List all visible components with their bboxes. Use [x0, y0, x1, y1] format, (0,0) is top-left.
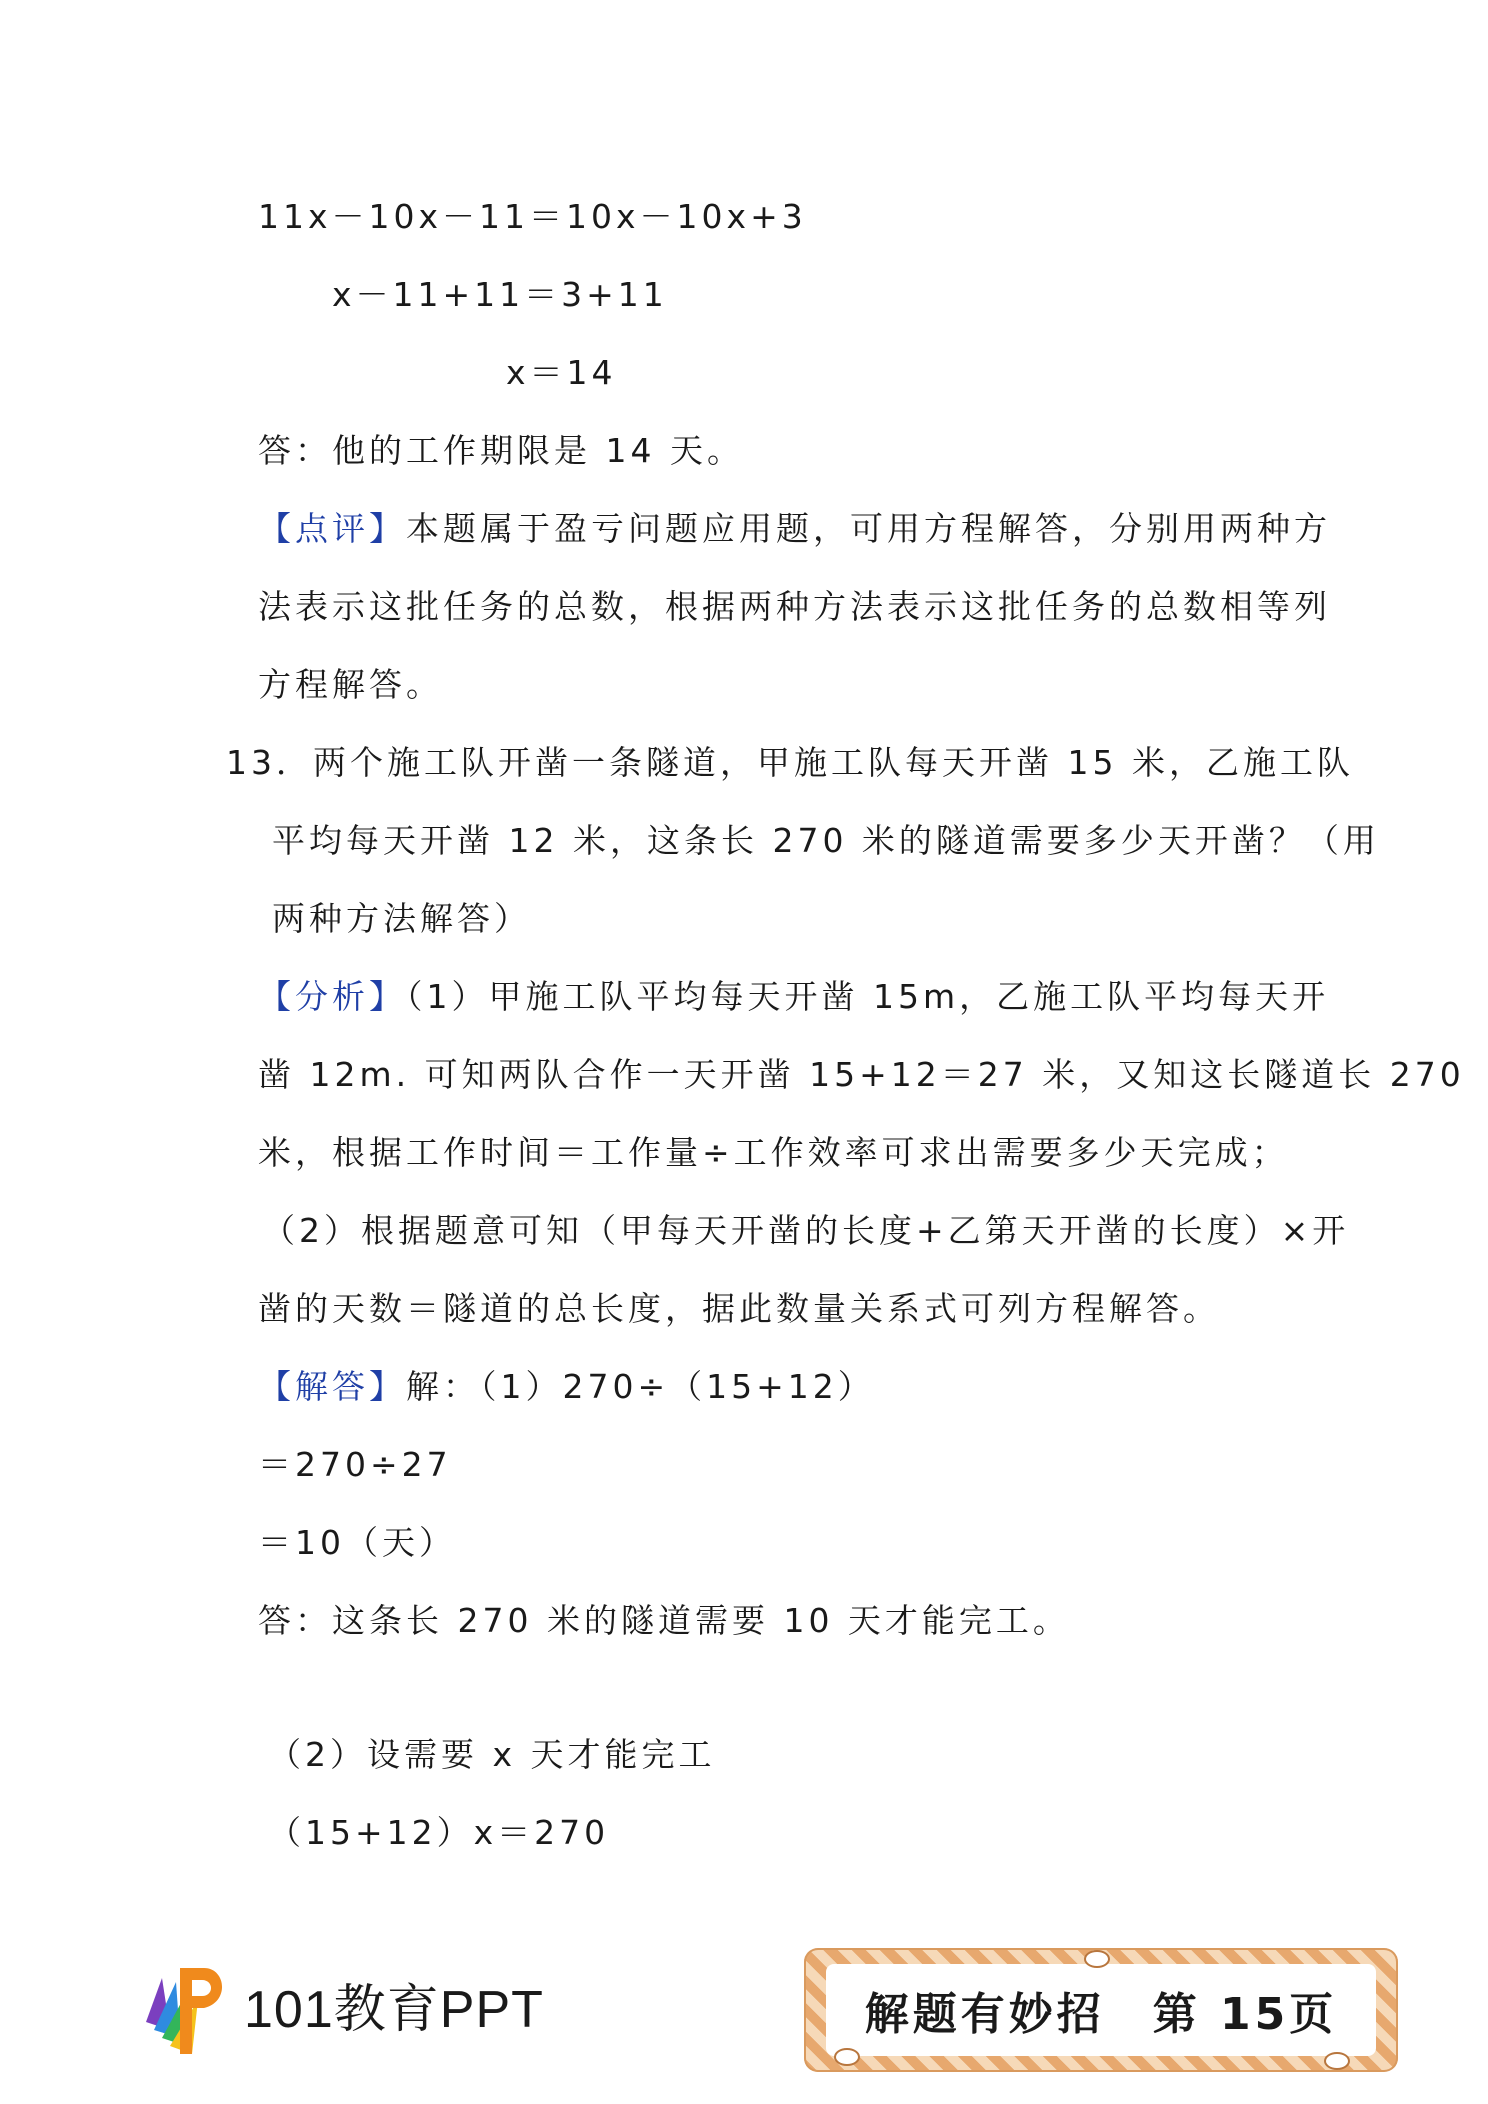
analysis-line-2: 凿 12m. 可知两队合作一天开凿 15+12＝27 米，又知这长隧道长 270 [258, 1055, 1465, 1094]
question-13-line-2: 平均每天开凿 12 米，这条长 270 米的隧道需要多少天开凿？（用 [272, 821, 1380, 860]
solution-line-2: ＝270÷27 [258, 1445, 452, 1484]
analysis-line-5: 凿的天数＝隧道的总长度，据此数量关系式可列方程解答。 [258, 1289, 1220, 1328]
analysis-line-3: 米，根据工作时间＝工作量÷工作效率可求出需要多少天完成； [258, 1133, 1289, 1172]
answer-line: 答：他的工作期限是 14 天。 [258, 431, 744, 470]
solution-text-1: 解：（1）270÷（15+12） [406, 1367, 875, 1406]
brand-logo-icon [140, 1960, 232, 2060]
comment-line-3: 方程解答。 [258, 665, 443, 704]
badge-cloud-icon [1084, 1950, 1110, 1968]
analysis-line-4: （2）根据题意可知（甲每天开凿的长度+乙第天开凿的长度）×开 [262, 1211, 1350, 1250]
analysis-text-1: （1）甲施工队平均每天开凿 15m，乙施工队平均每天开 [406, 977, 1330, 1016]
equation-line-3: x＝14 [506, 353, 617, 392]
brand-name: 101教育PPT [244, 1981, 544, 2039]
solution-line-3: ＝10（天） [258, 1523, 456, 1562]
equation-line-1: 11x－10x－11＝10x－10x+3 [258, 197, 807, 236]
comment-line-2: 法表示这批任务的总数，根据两种方法表示这批任务的总数相等列 [258, 587, 1331, 626]
comment-line-1 [258, 508, 1331, 550]
badge-cloud-icon [1324, 2052, 1350, 2070]
page-badge-text: 解题有妙招 第 15页 [864, 1989, 1338, 2040]
solution-answer-line: 答：这条长 270 米的隧道需要 10 天才能完工。 [258, 1601, 1070, 1640]
badge-cloud-icon [834, 2048, 860, 2066]
method-2-line-2: （15+12）x＝270 [268, 1813, 610, 1852]
comment-tag: 【点评】 [258, 509, 406, 548]
question-13-line-1: 13．两个施工队开凿一条隧道，甲施工队每天开凿 15 米，乙施工队 [226, 743, 1354, 782]
page-badge-inner [826, 1964, 1376, 2056]
equation-line-2: x－11+11＝3+11 [332, 275, 668, 314]
solution-tag: 【解答】 [258, 1367, 406, 1406]
page-badge [804, 1948, 1398, 2072]
method-2-line-1: （2）设需要 x 天才能完工 [268, 1735, 716, 1774]
comment-text-1: 本题属于盈亏问题应用题，可用方程解答，分别用两种方 [406, 509, 1331, 548]
analysis-line-1 [258, 976, 1329, 1018]
question-13-line-3: 两种方法解答） [272, 899, 531, 938]
analysis-tag: 【分析】 [258, 977, 406, 1016]
solution-line-1 [258, 1366, 875, 1408]
